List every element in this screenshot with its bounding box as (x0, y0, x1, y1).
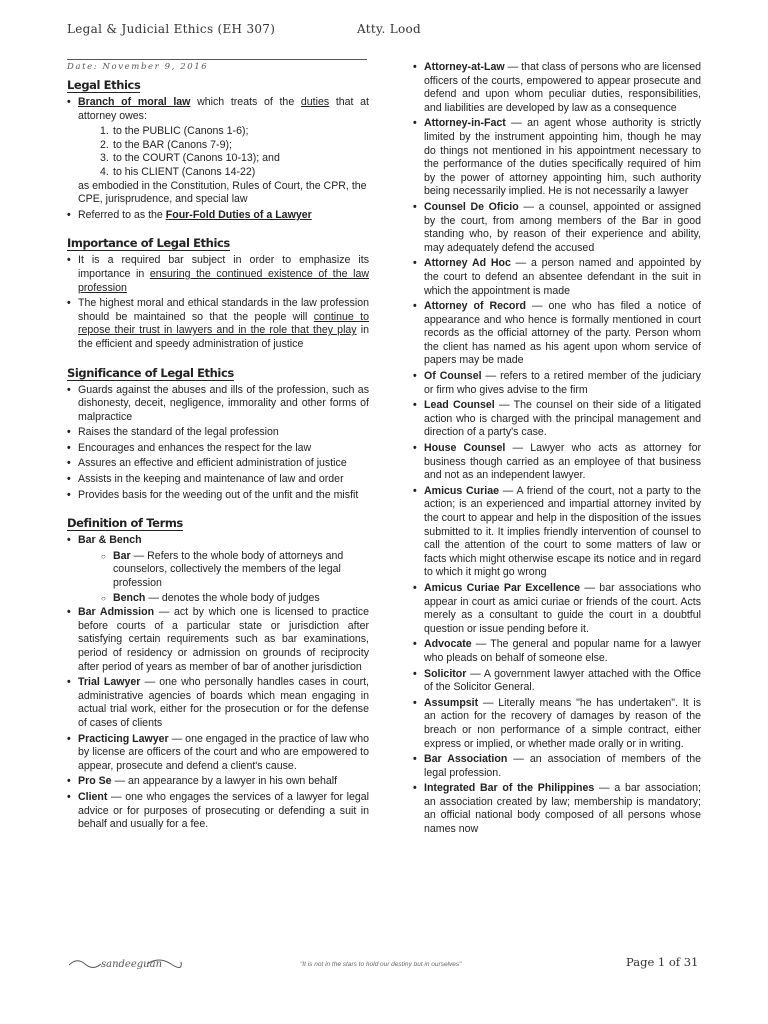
bullet-importance-1: • It is a required bar subject in order to emphasize its importance in ensuring the continued existence of the law profession (67, 254, 369, 295)
signature-text: sandeeguan (101, 959, 163, 970)
term-attorney-in-fact: • Attorney-in-Fact — an agent whose authority is strictly limited by the instrument appointing him, though he may do things not mentioned in his appointment necessary to the performance of the duties specifically required of him by the power of attorney appointing him, such authority being necessarily implied. He is not necessarily a lawyer (413, 117, 701, 199)
term-attorney-of-record: • Attorney of Record — one who has filed a notice of appearance and who hence is formally mentioned in court records as the official attorney of the party. Person whom the client has named as his agent upon whom service of papers may be made (413, 300, 701, 368)
term-lead-counsel: • Lead Counsel — The counsel on their side of a litigated action who is charged with the principal management and direction of a party's case. (413, 399, 701, 440)
instructor-name: Atty. Lood (357, 22, 422, 36)
term-bar: ○ Bar — Refers to the whole body of attorneys and counselors, collectively the members of the legal profession (67, 550, 369, 591)
section-heading-importance: Importance of Legal Ethics (67, 236, 230, 251)
term-counsel-de-oficio: • Counsel De Oficio — a counsel, appointed or assigned by the court, from among members of the Bar in good standing who, by reason of their experience and ability, may adequately defend the accused (413, 201, 701, 255)
term-trial-lawyer: • Trial Lawyer — one who personally handles cases in court, administrative agencies of boards which mean engaging in actual trial work, either for the prosecution or for the defense of cases of clients (67, 676, 369, 730)
section-heading-definitions: Definition of Terms (67, 516, 183, 531)
term-house-counsel: • House Counsel — Lawyer who acts as attorney for business though carried as an employee of that business and not as an independent lawyer. (413, 442, 701, 483)
term-of-counsel: • Of Counsel — refers to a retired member of the judiciary or firm who gives advise to the firm (413, 370, 701, 397)
list-item: • Assures an effective and efficient administration of justice (67, 457, 369, 471)
list-item: • Guards against the abuses and ills of the profession, such as dishonesty, deceit, negligence, immorality and other forms of malpractice (67, 384, 369, 425)
term-client: • Client — one who engages the services of a lawyer for legal advice or for purposes of prosecuting or defending a suit in behalf and usually for a fee. (67, 791, 369, 832)
duties-list: 1. to the PUBLIC (Canons 1-6); 2. to the BAR (Canons 7-9); 3. to the COURT (Canons 10-13); and 4. to his CLIENT (Canons 14-22) (100, 125, 280, 178)
page-number: Page 1 of 31 (626, 955, 699, 969)
term-attorney-at-law: • Attorney-at-Law — that class of persons who are licensed officers of the courts, empowered to appear prosecute and defend and upon whom peculiar duties, responsibilities, and liabilities are developed by law as a consequence (413, 61, 701, 115)
term-ibp: • Integrated Bar of the Philippines — a bar association; an association created by law; membership is mandatory; an official national body composed of all persons whose names now (413, 782, 701, 836)
page-header (67, 22, 707, 42)
term-bar-association: • Bar Association — an association of members of the legal profession. (413, 753, 701, 780)
right-column (413, 61, 701, 839)
list-item: • Encourages and enhances the respect for the law (67, 442, 369, 456)
term-attorney-ad-hoc: • Attorney Ad Hoc — a person named and appointed by the court to defend an absentee defendant in the suit in which the appointment is made (413, 257, 701, 298)
term-amicus-curiae: • Amicus Curiae — A friend of the court, not a party to the action; is an experienced and impartial attorney invited by the court to appear and help in the disposition of the issues submitted to it. It implies friendly intervention of counsel to call the attention of the court to some matters of law or facts which might otherwise escape its notice and in regard to which it might go wrong (413, 485, 701, 580)
term-assumpsit: • Assumpsit — Literally means "he has undertaken". It is an action for the recovery of damages by reason of the breach or non performance of a simple contract, either express or implied, or whether made orally or in writing. (413, 697, 701, 751)
term-bench: ○ Bench — denotes the whole body of judges (67, 592, 369, 606)
term-amicus-curiae-par-excellence: • Amicus Curiae Par Excellence — bar associations who appear in court as amici curiae or friends of the court. Acts merely as a consultant to guide the court in a doubtful question or issue pending before it. (413, 582, 701, 636)
left-column (67, 78, 369, 834)
bullet-importance-2: • The highest moral and ethical standards in the law profession should be maintained so that the people will continue to repose their trust in lawyers and in the role that they play in the efficient and speedy administration of justice (67, 297, 369, 351)
section-heading-legal-ethics: Legal Ethics (67, 78, 141, 92)
term-bar-and-bench: • Bar & Bench (67, 534, 369, 548)
embodied-text: as embodied in the Constitution, Rules of Court, the CPR, the CPE, jurisprudence, and special law (78, 179, 367, 206)
date-line: Date: November 9, 2016 (67, 59, 367, 72)
list-item: • Provides basis for the weeding out of the unfit and the misfit (67, 489, 369, 503)
term-advocate: • Advocate — The general and popular name for a lawyer who pleads on behalf of someone else. (413, 638, 701, 665)
term-pro-se: • Pro Se — an appearance by a lawyer in his own behalf (67, 775, 369, 789)
list-item: • Assists in the keeping and maintenance of law and order (67, 473, 369, 487)
course-title: Legal & Judicial Ethics (EH 307) (67, 22, 276, 36)
list-item: • Raises the standard of the legal profession (67, 426, 369, 440)
section-heading-significance: Significance of Legal Ethics (67, 365, 234, 380)
bullet-four-fold: • Referred to as the Four-Fold Duties of a Lawyer (67, 209, 369, 223)
bullet-branch-of-moral-law: • Branch of moral law which treats of the duties that at attorney owes: (67, 96, 369, 123)
term-bar-admission: • Bar Admission — act by which one is licensed to practice before courts of a particular state or jurisdiction after satisfying certain requirements such as bar examinations, period of residency or admission on grounds of reciprocity after period of years as member of bar of another jurisdiction (67, 606, 369, 674)
footer-quote: "It is not in the stars to hold our destiny but in ourselves" (300, 961, 462, 968)
signature-logo (67, 953, 183, 973)
term-practicing-lawyer: • Practicing Lawyer — one engaged in the practice of law who by license are officers of the court and who are empowered to appear, prosecute and defend a client's cause. (67, 733, 369, 774)
signature-swash-icon (67, 953, 183, 973)
term-solicitor: • Solicitor — A government lawyer attached with the Office of the Solicitor General. (413, 668, 701, 695)
